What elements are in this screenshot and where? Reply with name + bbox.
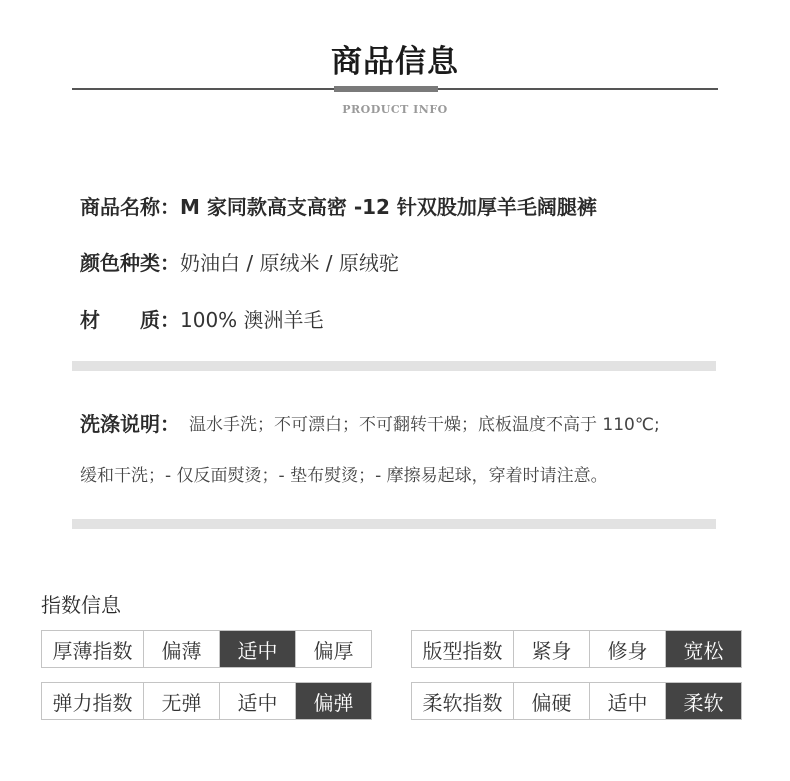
index-option: 适中 <box>219 631 295 667</box>
index-label: 弹力指数 <box>52 690 133 715</box>
index-table-thickness <box>41 630 372 668</box>
index-label: 柔软指数 <box>422 690 503 715</box>
index-option: 偏硬 <box>513 683 589 719</box>
section-separator <box>72 361 716 371</box>
index-option: 偏弹 <box>295 683 371 719</box>
product-name-row <box>80 191 597 220</box>
product-material-row <box>80 304 324 333</box>
index-option: 适中 <box>219 683 295 719</box>
index-label: 厚薄指数 <box>52 638 133 663</box>
page-subtitle: PRODUCT INFO <box>342 103 448 116</box>
product-name-value: M 家同款高支高密 -12 针双股加厚羊毛阔腿裤 <box>180 195 597 219</box>
title-divider-accent <box>334 86 438 92</box>
index-option: 柔软 <box>665 683 741 719</box>
washing-text-line-2: 缓和干洗；- 仅反面熨烫；- 垫布熨烫；- 摩擦易起球，穿着时请注意。 <box>80 466 608 486</box>
product-color-row <box>80 247 399 276</box>
index-option: 无弹 <box>143 683 219 719</box>
product-material-value: 100% 澳洲羊毛 <box>180 308 324 332</box>
section-separator <box>72 519 716 529</box>
index-table-fit <box>411 630 742 668</box>
product-name-label: 商品名称： <box>80 195 180 219</box>
index-option: 偏薄 <box>143 631 219 667</box>
index-table-elasticity <box>41 682 372 720</box>
product-color-label: 颜色种类： <box>80 251 180 275</box>
index-label: 版型指数 <box>422 638 503 663</box>
index-heading: 指数信息 <box>41 593 121 617</box>
index-table-softness <box>411 682 742 720</box>
index-option: 偏厚 <box>295 631 371 667</box>
index-option: 紧身 <box>513 631 589 667</box>
product-color-value: 奶油白 / 原绒米 / 原绒驼 <box>180 251 399 275</box>
page-title: 商品信息 <box>331 44 459 80</box>
washing-text-line-1: 温水手洗；不可漂白；不可翻转干燥；底板温度不高于 110℃; <box>189 415 660 435</box>
index-option: 宽松 <box>665 631 741 667</box>
washing-label: 洗涤说明： <box>80 412 180 436</box>
index-option: 修身 <box>589 631 665 667</box>
index-option: 适中 <box>589 683 665 719</box>
product-material-label: 材 质： <box>80 308 180 332</box>
